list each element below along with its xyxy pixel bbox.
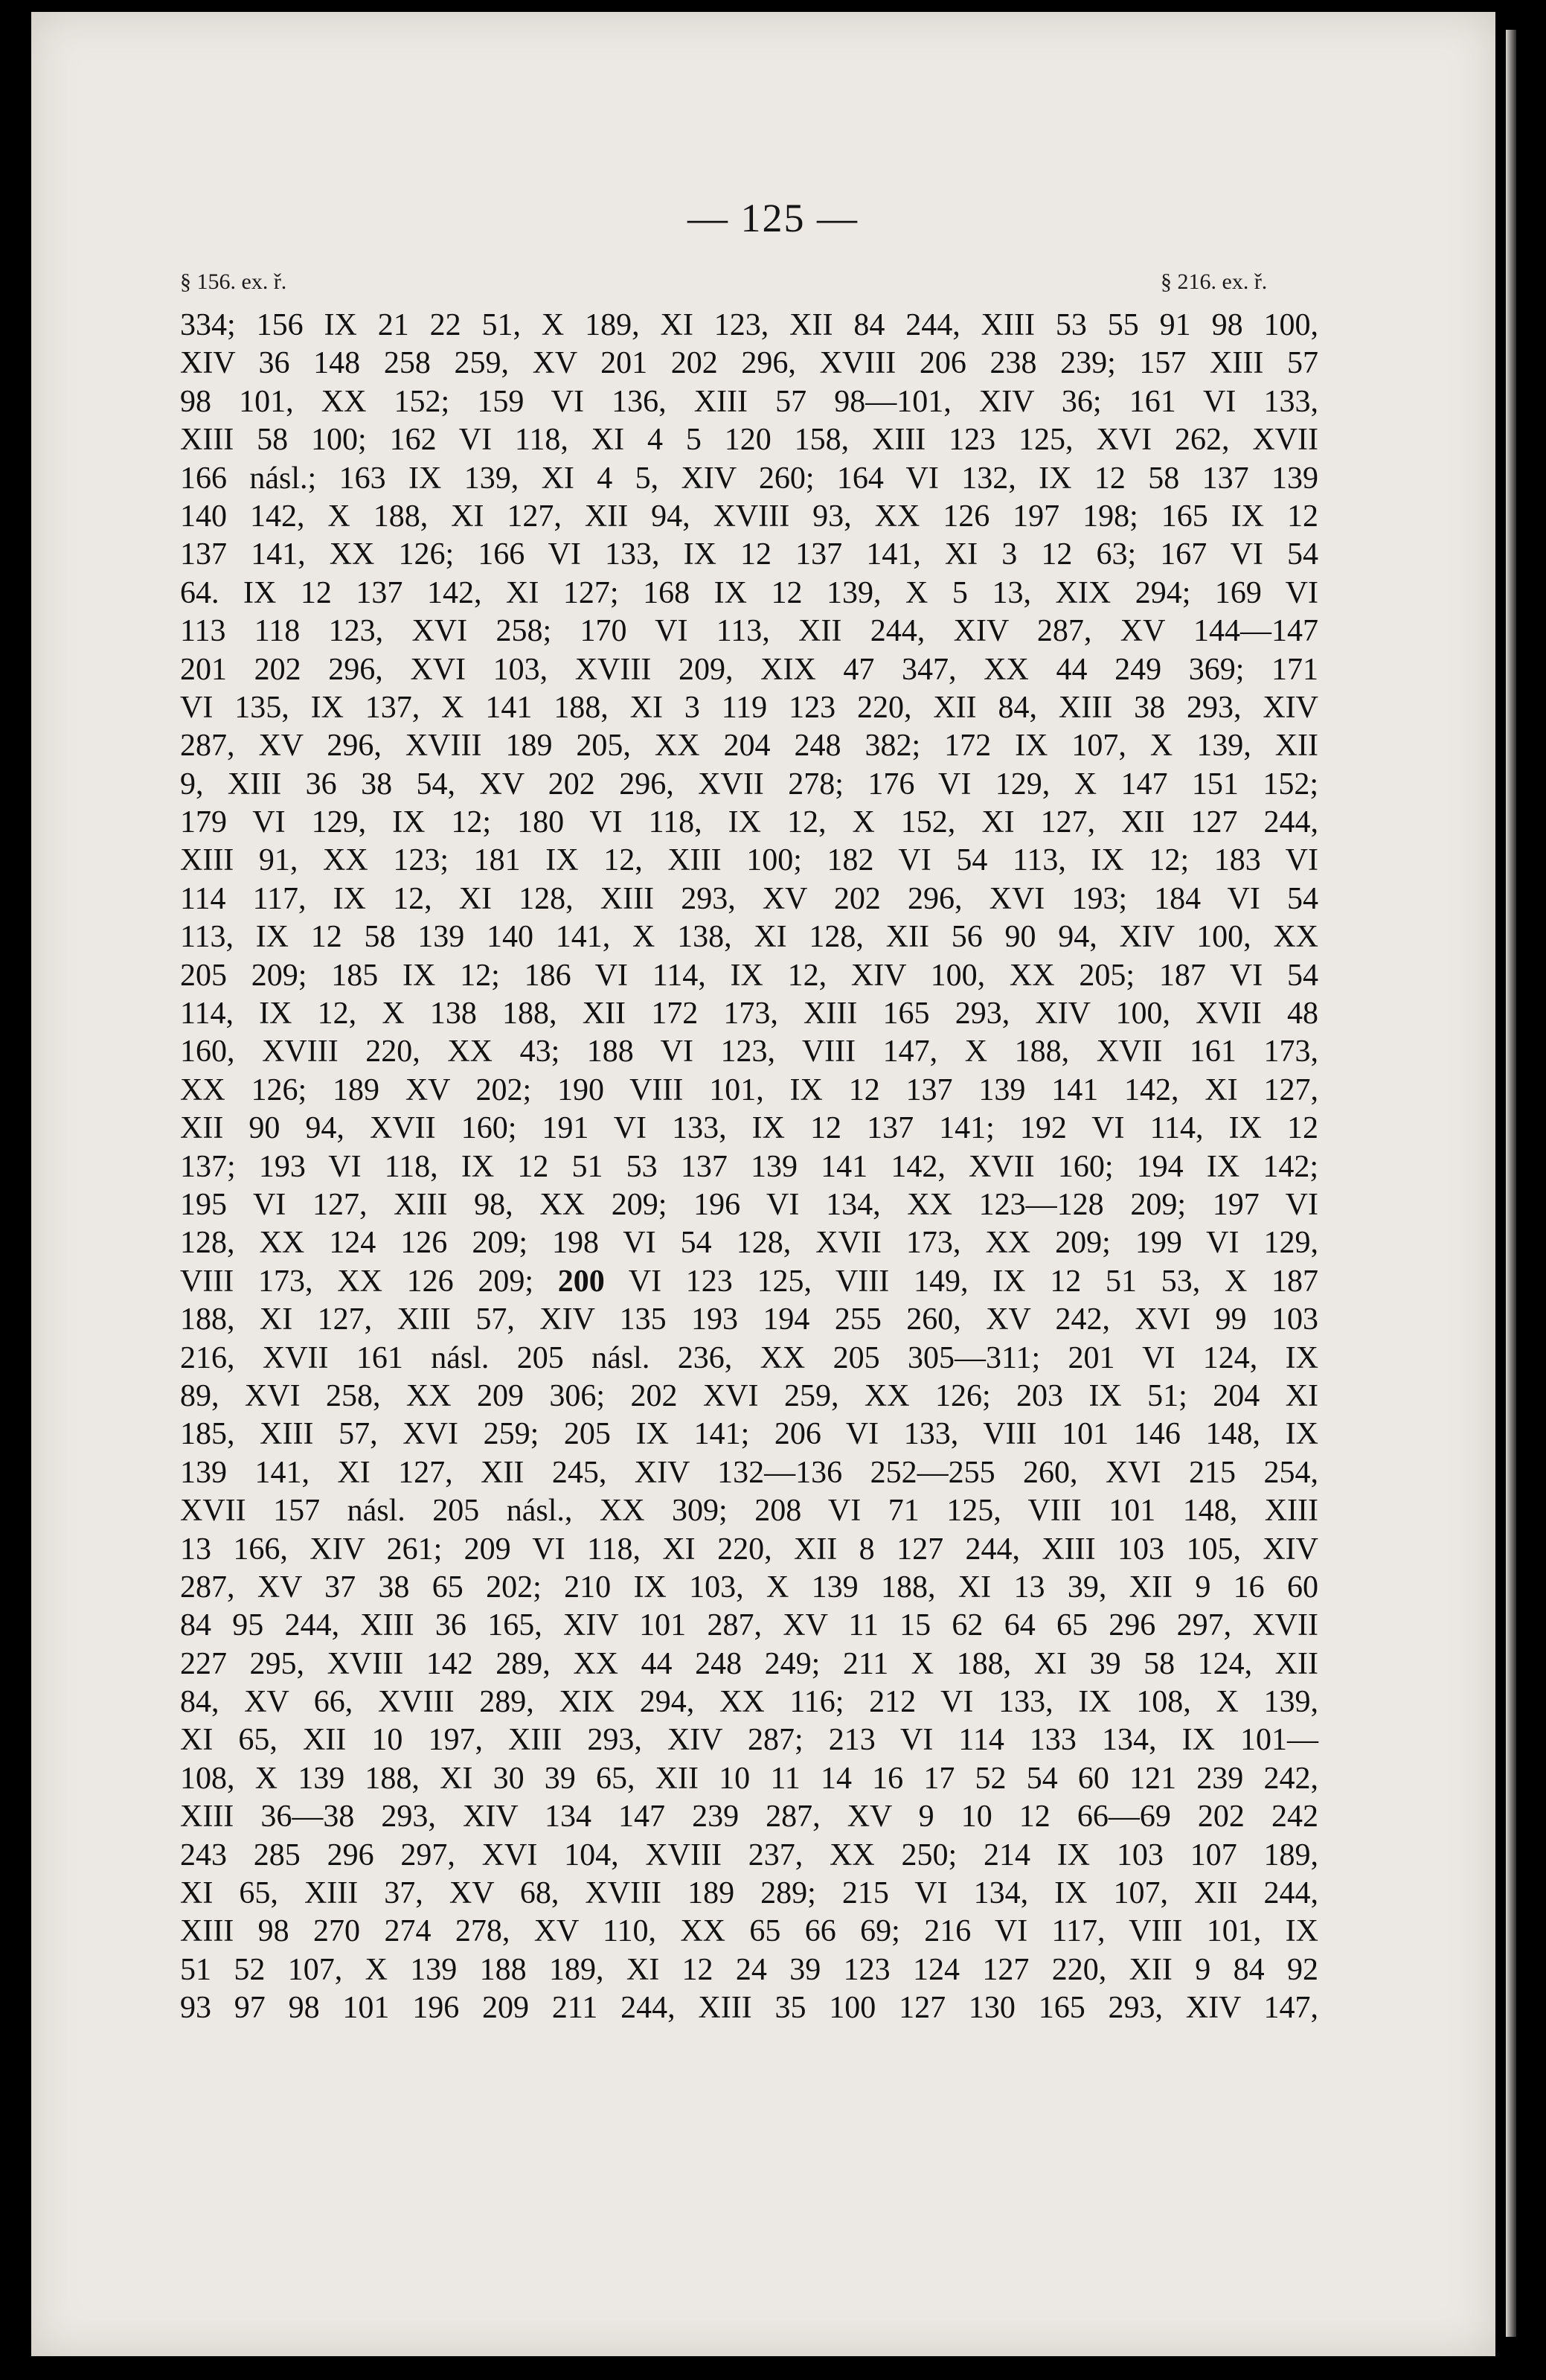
- text-line: 160, XVIII 220, XX 43; 188 VI 123, VIII 147, X 188, XVII 161 173,: [180, 1034, 1318, 1069]
- text-line: XIII 58 100; 162 VI 118, XI 4 5 120 158, XIII 123 125, XVI 262, XVII: [180, 423, 1318, 458]
- text-line: 216, XVII 161 násl. 205 násl. 236, XX 205 305—311; 201 VI 124, IX: [180, 1340, 1318, 1375]
- text-line: 140 142, X 188, XI 127, XII 94, XVIII 93, XX 126 197 198; 165 IX 12: [180, 499, 1318, 534]
- text-line: 108, X 139 188, XI 30 39 65, XII 10 11 14 16 17 52 54 60 121 239 242,: [180, 1761, 1318, 1796]
- page-number: — 125 —: [687, 196, 859, 240]
- text-line: 113, IX 12 58 139 140 141, X 138, XI 128, XII 56 90 94, XIV 100, XX: [180, 920, 1318, 955]
- text-line: XIV 36 148 258 259, XV 201 202 296, XVIII 206 238 239; 157 XIII 57: [180, 346, 1318, 381]
- line-segment-before: VIII 173, XX 126 209;: [180, 1264, 558, 1299]
- text-line: VI 135, IX 137, X 141 188, XI 3 119 123 220, XII 84, XIII 38 293, XIV: [180, 690, 1318, 725]
- text-line-with-bold: [180, 1263, 1318, 1301]
- text-line: XI 65, XIII 37, XV 68, XVIII 189 289; 215 VI 134, IX 107, XII 244,: [180, 1876, 1318, 1911]
- text-line: XII 90 94, XVII 160; 191 VI 133, IX 12 137 141; 192 VI 114, IX 12: [180, 1111, 1318, 1146]
- text-line: 188, XI 127, XIII 57, XIV 135 193 194 255 260, XV 242, XVI 99 103: [180, 1302, 1318, 1337]
- text-line: 93 97 98 101 196 209 211 244, XIII 35 100 127 130 165 293, XIV 147,: [180, 1991, 1318, 2026]
- running-head-left: § 156. ex. ř.: [180, 269, 287, 294]
- text-line: XVII 157 násl. 205 násl., XX 309; 208 VI 71 125, VIII 101 148, XIII: [180, 1494, 1318, 1529]
- text-line: 84, XV 66, XVIII 289, XIX 294, XX 116; 212 VI 133, IX 108, X 139,: [180, 1685, 1318, 1720]
- text-line: 243 285 296 297, XVI 104, XVIII 237, XX 250; 214 IX 103 107 189,: [180, 1837, 1318, 1872]
- text-line: 114, IX 12, X 138 188, XII 172 173, XIII 165 293, XIV 100, XVII 48: [180, 997, 1318, 1031]
- text-line: 227 295, XVIII 142 289, XX 44 248 249; 211 X 188, XI 39 58 124, XII: [180, 1646, 1318, 1681]
- text-line: XX 126; 189 XV 202; 190 VIII 101, IX 12 137 139 141 142, XI 127,: [180, 1072, 1318, 1107]
- bold-paragraph-number: 200: [557, 1264, 605, 1299]
- text-line: 287, XV 296, XVIII 189 205, XX 204 248 382; 172 IX 107, X 139, XII: [180, 729, 1318, 764]
- text-line: XIII 98 270 274 278, XV 110, XX 65 66 69; 216 VI 117, VIII 101, IX: [180, 1914, 1318, 1949]
- text-line: 137 141, XX 126; 166 VI 133, IX 12 137 141, XI 3 12 63; 167 VI 54: [180, 537, 1318, 572]
- text-line: 13 166, XIV 261; 209 VI 118, XI 220, XII 8 127 244, XIII 103 105, XIV: [180, 1532, 1318, 1567]
- text-line: 185, XIII 57, XVI 259; 205 IX 141; 206 VI 133, VIII 101 146 148, IX: [180, 1417, 1318, 1452]
- text-line: XI 65, XII 10 197, XIII 293, XIV 287; 213 VI 114 133 134, IX 101—: [180, 1723, 1318, 1758]
- text-line: 64. IX 12 137 142, XI 127; 168 IX 12 139, X 5 13, XIX 294; 169 VI: [180, 575, 1318, 610]
- index-text-block: [180, 307, 1318, 2028]
- text-line: 201 202 296, XVI 103, XVIII 209, XIX 47 347, XX 44 249 369; 171: [180, 652, 1318, 687]
- text-line: XIII 91, XX 123; 181 IX 12, XIII 100; 182 VI 54 113, IX 12; 183 VI: [180, 843, 1318, 878]
- running-head-right: § 216. ex. ř.: [1161, 269, 1268, 294]
- text-line: 128, XX 124 126 209; 198 VI 54 128, XVII 173, XX 209; 199 VI 129,: [180, 1226, 1318, 1261]
- page-edge-shadow: [1506, 30, 1516, 2337]
- text-line: 89, XVI 258, XX 209 306; 202 XVI 259, XX 126; 203 IX 51; 204 XI: [180, 1378, 1318, 1413]
- text-line: 195 VI 127, XIII 98, XX 209; 196 VI 134, XX 123—128 209; 197 VI: [180, 1187, 1318, 1222]
- text-line: 113 118 123, XVI 258; 170 VI 113, XII 244, XIV 287, XV 144—147: [180, 614, 1318, 649]
- line-segment-after: VI 123 125, VIII 149, IX 12 51 53, X 187: [604, 1264, 1318, 1299]
- text-line: 137; 193 VI 118, IX 12 51 53 137 139 141 142, XVII 160; 194 IX 142;: [180, 1149, 1318, 1184]
- text-line: 114 117, IX 12, XI 128, XIII 293, XV 202 296, XVI 193; 184 VI 54: [180, 881, 1318, 916]
- text-line: 9, XIII 36 38 54, XV 202 296, XVII 278; 176 VI 129, X 147 151 152;: [180, 767, 1318, 802]
- text-line: 179 VI 129, IX 12; 180 VI 118, IX 12, X 152, XI 127, XII 127 244,: [180, 805, 1318, 840]
- text-line: 205 209; 185 IX 12; 186 VI 114, IX 12, XIV 100, XX 205; 187 VI 54: [180, 958, 1318, 993]
- text-line: 334; 156 IX 21 22 51, X 189, XI 123, XII 84 244, XIII 53 55 91 98 100,: [180, 308, 1318, 342]
- text-line: 139 141, XI 127, XII 245, XIV 132—136 252—255 260, XVI 215 254,: [180, 1455, 1318, 1490]
- text-line: 84 95 244, XIII 36 165, XIV 101 287, XV 11 15 62 64 65 296 297, XVII: [180, 1608, 1318, 1643]
- text-line: 98 101, XX 152; 159 VI 136, XIII 57 98—101, XIV 36; 161 VI 133,: [180, 384, 1318, 419]
- text-line: 51 52 107, X 139 188 189, XI 12 24 39 123 124 127 220, XII 9 84 92: [180, 1952, 1318, 1987]
- text-line: 166 násl.; 163 IX 139, XI 4 5, XIV 260; 164 VI 132, IX 12 58 137 139: [180, 461, 1318, 496]
- text-line: XIII 36—38 293, XIV 134 147 239 287, XV 9 10 12 66—69 202 242: [180, 1800, 1318, 1834]
- text-line: 287, XV 37 38 65 202; 210 IX 103, X 139 188, XI 13 39, XII 9 16 60: [180, 1570, 1318, 1605]
